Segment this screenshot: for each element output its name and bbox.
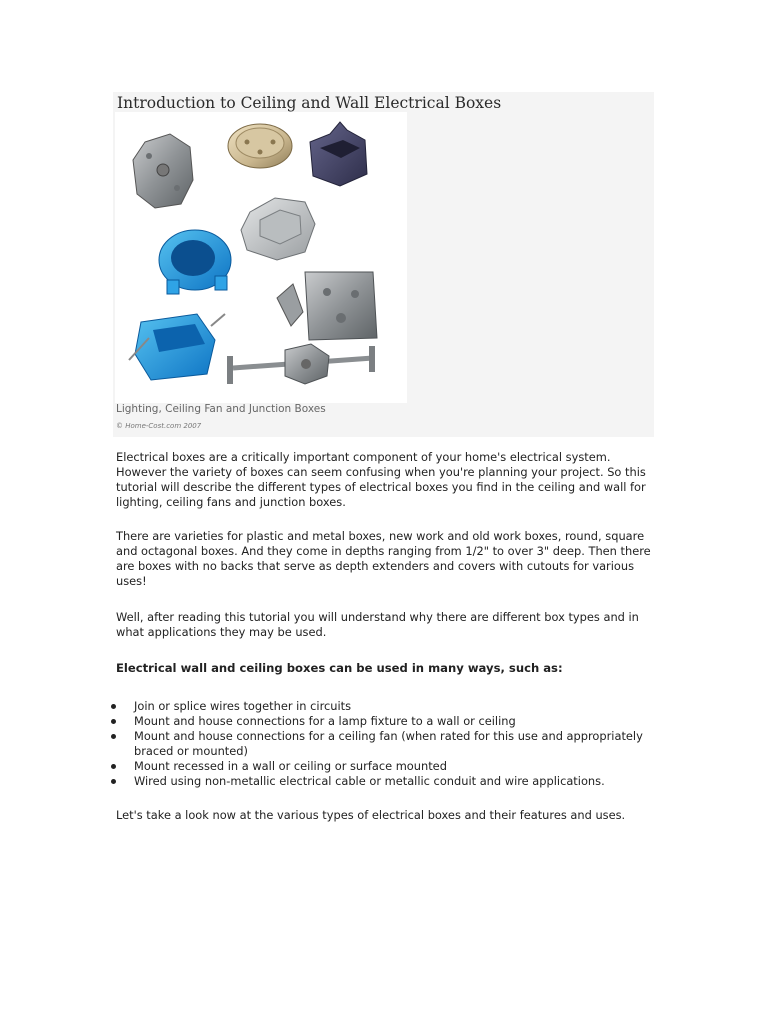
article-title: Introduction to Ceiling and Wall Electrical Boxes [117,94,502,112]
octagonal-metal-box [133,134,193,208]
uses-list [104,699,664,789]
list-item [104,699,664,714]
varieties-paragraph: There are varieties for plastic and metal boxes, new work and old work boxes, round, square and octagonal boxes. And they come in depths ranging from 1/2" to over 3" deep. Then there are boxes with no backs that serve as depth extenders and covers with cutouts for various uses! [116,529,651,588]
bullet-icon [111,704,116,709]
list-item [104,774,664,789]
square-metal-box-with-bracket [277,272,377,340]
list-item-text: Mount recessed in a wall or ceiling or surface mounted [134,759,447,773]
list-item-text: Wired using non-metallic electrical cable or metallic conduit and wire applications. [134,774,605,788]
bullet-icon [111,719,116,724]
uses-heading: Electrical wall and ceiling boxes can be used in many ways, such as: [116,661,563,675]
list-item [104,729,664,759]
list-item-text: Mount and house connections for a ceiling fan (when rated for this use and appropriately braced or mounted) [134,729,643,758]
ceiling-fan-brace-box [227,344,375,384]
bullet-icon [111,779,116,784]
old-work-plastic-box [310,122,367,186]
figure-copyright: © Home-Cost.com 2007 [116,422,202,430]
list-item [104,759,664,774]
list-item-text: Mount and house connections for a lamp fixture to a wall or ceiling [134,714,516,728]
blue-nail-on-box [129,314,225,380]
list-item-text: Join or splice wires together in circuits [134,699,352,713]
round-pan-box [228,124,292,168]
intro-paragraph: Electrical boxes are a critically important component of your home's electrical system. However the variety of boxes can seem confusing when you're planning your project. So this tutorial will describe the different types of electrical boxes you find in the ceiling and wall for lighting, ceiling fans and junction boxes. [116,450,646,509]
electrical-boxes-photo [115,112,407,403]
bullet-icon [111,764,116,769]
closing-paragraph: Let's take a look now at the various types of electrical boxes and their features and uses. [116,808,626,822]
bullet-icon [111,734,116,739]
figure-caption: Lighting, Ceiling Fan and Junction Boxes [116,403,326,415]
blue-round-plastic-box [159,230,231,294]
purpose-paragraph: Well, after reading this tutorial you will understand why there are different box types and in what applications they may be used. [116,610,639,639]
figure-panel [113,92,654,437]
shallow-octagon-box [241,198,315,260]
list-item [104,714,664,729]
